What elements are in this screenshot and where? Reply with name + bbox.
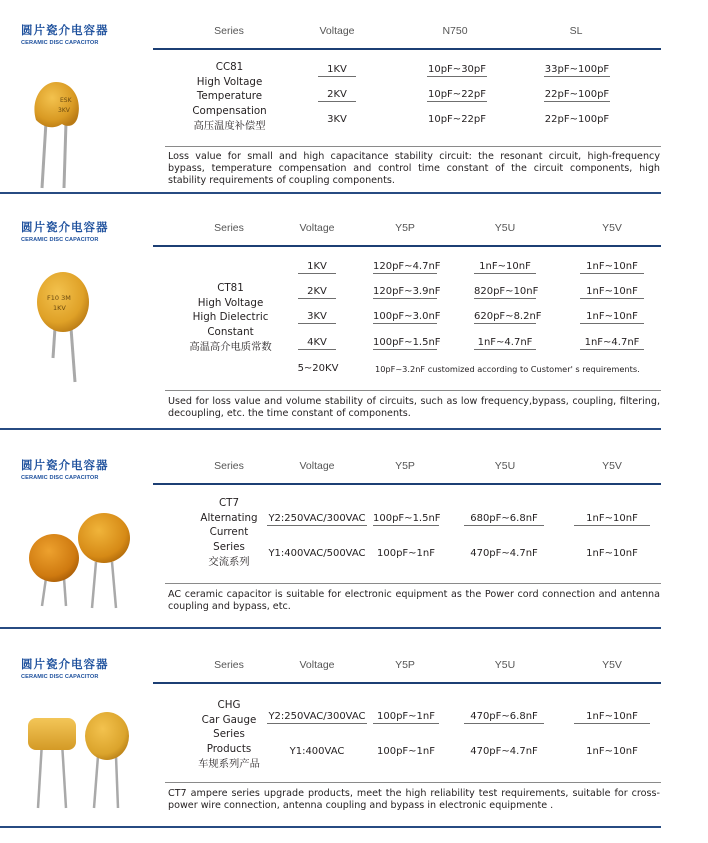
voltage-cell: 1KV bbox=[298, 261, 336, 274]
y5u-cell: 820pF~10nF bbox=[474, 286, 539, 297]
y5u-cell: 470pF~6.8nF bbox=[464, 711, 544, 724]
y5u-cell: 470pF~4.7nF bbox=[470, 746, 538, 757]
header-series: Series bbox=[214, 460, 244, 472]
header-series: Series bbox=[214, 659, 244, 671]
header-y5v: Y5V bbox=[602, 222, 622, 234]
y5u-cell: 1nF~4.7nF bbox=[474, 337, 536, 350]
section-description: Loss value for small and high capacitance stability circuit: the resonant circuit, high-frequency bypass, temperature compensation and control time constant of the circuit components, high stability requirements of coupling components. bbox=[168, 151, 660, 186]
brand-title-en: CERAMIC DISC CAPACITOR bbox=[21, 237, 99, 243]
voltage-cell: Y2:250VAC/300VAC bbox=[268, 513, 366, 524]
header-y5u: Y5U bbox=[494, 659, 516, 671]
y5p-cell: 100pF~1.5nF bbox=[373, 337, 441, 348]
header-rule bbox=[153, 682, 661, 684]
series-line: 交流系列 bbox=[208, 555, 250, 568]
series-cell bbox=[180, 496, 278, 570]
voltage-cell: 1KV bbox=[318, 64, 356, 77]
series-line: Series bbox=[213, 728, 245, 741]
y5v-cell: 1nF~10nF bbox=[586, 548, 638, 559]
series-line: Series bbox=[213, 541, 245, 554]
header-voltage: Voltage bbox=[299, 460, 335, 472]
series-line: Alternating bbox=[200, 511, 258, 524]
n750-cell: 10pF~22pF bbox=[427, 89, 487, 100]
capacitor-marking-line-1: ESK bbox=[60, 97, 72, 104]
table-divider bbox=[165, 390, 661, 391]
brand-title-cn: 圆片瓷介电容器 bbox=[21, 657, 109, 671]
voltage-cell: 4KV bbox=[298, 337, 336, 350]
section-rule bbox=[0, 826, 661, 828]
header-voltage: Voltage bbox=[299, 659, 335, 671]
header-n750: N750 bbox=[442, 25, 468, 37]
header-voltage: Voltage bbox=[319, 25, 355, 37]
table-divider bbox=[165, 146, 661, 147]
section-description: Used for loss value and volume stability of circuits, such as low frequency,bypass, coupling, filtering, decoupling, etc. the time constant of components. bbox=[168, 396, 660, 419]
section-description: CT7 ampere series upgrade products, meet the high reliability test requirements, suitable for cross-power wire connection, antenna coupling and bypass in electronic equipmente . bbox=[168, 788, 660, 811]
n750-cell: 10pF~30pF bbox=[427, 64, 487, 75]
series-line: 高压温度补偿型 bbox=[193, 119, 266, 132]
y5v-cell: 1nF~10nF bbox=[574, 513, 650, 526]
section-rule bbox=[0, 627, 661, 629]
voltage-cell: 2KV bbox=[298, 286, 336, 299]
header-y5v: Y5V bbox=[602, 659, 622, 671]
y5v-cell: 1nF~10nF bbox=[580, 261, 644, 274]
y5p-cell: 100pF~1.5nF bbox=[373, 513, 441, 524]
capacitor-photo-ct7 bbox=[24, 512, 134, 612]
series-line: Compensation bbox=[192, 105, 267, 118]
voltage-cell: 3KV bbox=[327, 114, 347, 125]
voltage-cell: Y1:400VAC bbox=[289, 746, 345, 757]
brand-title-en: CERAMIC DISC CAPACITOR bbox=[21, 475, 99, 481]
series-line: Current bbox=[209, 526, 249, 539]
table-divider bbox=[165, 782, 661, 783]
capacitor-photo-ct81 bbox=[33, 270, 103, 385]
series-cell bbox=[180, 698, 278, 772]
brand-title-cn: 圆片瓷介电容器 bbox=[21, 23, 109, 37]
voltage-cell: 3KV bbox=[298, 311, 336, 324]
y5p-cell: 120pF~4.7nF bbox=[373, 261, 441, 272]
y5v-cell: 1nF~10nF bbox=[580, 311, 644, 324]
capacitor-photo-cc81 bbox=[28, 80, 108, 190]
y5p-cell: 100pF~1nF bbox=[376, 746, 436, 757]
series-line: Products bbox=[206, 743, 252, 756]
series-line: CC81 bbox=[215, 61, 244, 73]
header-sl: SL bbox=[569, 25, 583, 37]
y5u-cell: 1nF~10nF bbox=[474, 261, 536, 274]
y5p-cell: 100pF~3.0nF bbox=[373, 311, 441, 322]
capacitor-photo-chg bbox=[22, 712, 142, 812]
series-cell bbox=[182, 60, 277, 134]
header-voltage: Voltage bbox=[299, 222, 335, 234]
series-line: CT81 bbox=[217, 282, 244, 294]
y5u-cell: 470pF~4.7nF bbox=[470, 548, 538, 559]
sl-cell: 33pF~100pF bbox=[544, 64, 610, 75]
capacitor-marking-line-1: F10 3M bbox=[47, 294, 71, 302]
header-y5p: Y5P bbox=[395, 222, 415, 234]
voltage-cell: 5~20KV bbox=[297, 363, 339, 374]
section-rule bbox=[0, 428, 661, 430]
brand-title-cn: 圆片瓷介电容器 bbox=[21, 220, 109, 234]
y5p-cell: 120pF~3.9nF bbox=[373, 286, 441, 297]
header-y5p: Y5P bbox=[395, 460, 415, 472]
custom-note: 10pF~3.2nF customized according to Customer' s requirements. bbox=[375, 364, 640, 374]
series-line: Constant bbox=[207, 326, 254, 339]
y5p-cell: 100pF~1nF bbox=[376, 548, 436, 559]
series-line: Temperature bbox=[196, 90, 263, 103]
y5v-cell: 1nF~4.7nF bbox=[580, 337, 644, 350]
series-line: High Dielectric bbox=[192, 311, 269, 324]
header-y5v: Y5V bbox=[602, 460, 622, 472]
y5p-cell: 100pF~1nF bbox=[373, 711, 439, 724]
header-y5u: Y5U bbox=[494, 460, 516, 472]
header-series: Series bbox=[214, 25, 244, 37]
capacitor-marking-line-2: 3KV bbox=[58, 107, 70, 114]
y5v-cell: 1nF~10nF bbox=[586, 746, 638, 757]
brand-title-en: CERAMIC DISC CAPACITOR bbox=[21, 674, 99, 680]
header-rule bbox=[153, 48, 661, 50]
capacitor-marking-line-2: 1KV bbox=[53, 304, 66, 312]
series-line: Car Gauge bbox=[201, 713, 257, 726]
y5u-cell: 620pF~8.2nF bbox=[474, 311, 542, 322]
brand-title-en: CERAMIC DISC CAPACITOR bbox=[21, 40, 99, 46]
y5v-cell: 1nF~10nF bbox=[580, 286, 644, 299]
series-line: 高温高介电质常数 bbox=[189, 340, 272, 353]
sl-cell: 22pF~100pF bbox=[544, 89, 610, 100]
voltage-cell: 2KV bbox=[318, 89, 356, 102]
series-line: High Voltage bbox=[197, 296, 264, 309]
header-rule bbox=[153, 245, 661, 247]
series-line: 车规系列产品 bbox=[198, 757, 260, 770]
header-series: Series bbox=[214, 222, 244, 234]
section-rule bbox=[0, 192, 661, 194]
y5u-cell: 680pF~6.8nF bbox=[464, 513, 544, 526]
sl-cell: 22pF~100pF bbox=[544, 114, 610, 125]
series-line: CHG bbox=[217, 699, 241, 711]
series-line: High Voltage bbox=[196, 75, 263, 88]
voltage-cell: Y2:250VAC/300VAC bbox=[268, 711, 366, 722]
y5v-cell: 1nF~10nF bbox=[574, 711, 650, 724]
series-cell bbox=[178, 281, 283, 355]
brand-title-cn: 圆片瓷介电容器 bbox=[21, 458, 109, 472]
header-y5u: Y5U bbox=[494, 222, 516, 234]
section-description: AC ceramic capacitor is suitable for electronic equipment as the Power cord connection and antenna coupling and bypass, etc. bbox=[168, 589, 660, 612]
table-divider bbox=[165, 583, 661, 584]
voltage-cell: Y1:400VAC/500VAC bbox=[268, 548, 366, 559]
header-y5p: Y5P bbox=[395, 659, 415, 671]
header-rule bbox=[153, 483, 661, 485]
series-line: CT7 bbox=[218, 497, 240, 509]
n750-cell: 10pF~22pF bbox=[427, 114, 487, 125]
